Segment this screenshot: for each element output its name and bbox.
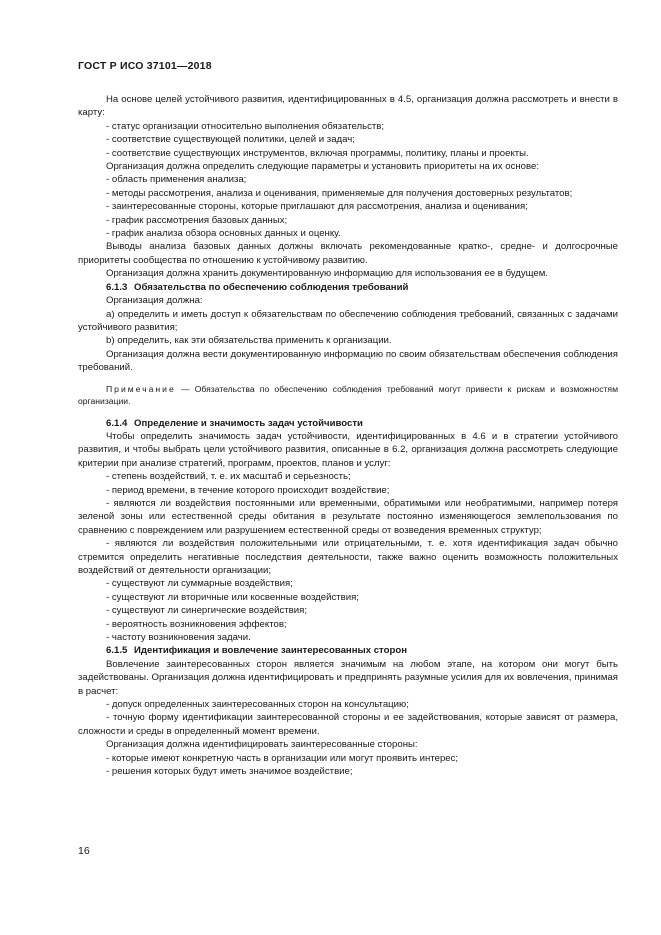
- list-item: - соответствие существующих инструментов, включая программы, политику, планы и проекты.: [106, 147, 529, 159]
- list-item: - степень воздействий, т. е. их масштаб и серьезность;: [106, 471, 351, 483]
- section-title: Идентификация и вовлечение заинтересованных сторон: [134, 645, 407, 657]
- section-heading-6-1-5: [78, 644, 618, 657]
- list-item: - методы рассмотрения, анализа и оценивания, применяемые для получения достоверных результатов;: [106, 187, 573, 199]
- section-title: Определение и значимость задач устойчивости: [134, 417, 363, 429]
- list-item: - точную форму идентификации заинтересованной стороны и ее задействования, которые зависят от размера, сложности и среды в определенный момент времени.: [78, 712, 618, 737]
- section-heading-6-1-3: [78, 281, 618, 294]
- list-item: - являются ли воздействия положительными или отрицательными, т. е. хотя идентификация задач обычно стремится определить негативные последствия деятельности, также важно оценить возможность положительных воздействий от деятельности организации;: [78, 538, 618, 576]
- list-item: - существуют ли вторичные или косвенные воздействия;: [106, 591, 359, 603]
- section-number: 6.1.4: [106, 417, 128, 429]
- list-item: a) определить и иметь доступ к обязательствам по обеспечению соблюдения требований, связанных с задачами устойчивого развития;: [78, 308, 618, 333]
- paragraph: Организация должна идентифицировать заинтересованные стороны:: [106, 739, 418, 751]
- document-body: [78, 93, 618, 779]
- list-item: - являются ли воздействия постоянными или временными, обратимыми или необратимыми, например потеря зеленой зоны или естественной среды обитания в результате постоянно изменяющегося землепользования по сравнению с повреждением или разрушением естественной среды от возведения временных структур;: [78, 497, 618, 536]
- paragraph: Вовлечение заинтересованных сторон является значимым на любом этапе, на котором они могут быть задействованы. Организация должна идентифицировать и предпринять разумные усилия для их вовлечения, принимая в расчет:: [78, 658, 618, 697]
- note: [78, 383, 618, 407]
- list-item: - решения которых будут иметь значимое воздействие;: [106, 766, 353, 778]
- list-item: b) определить, как эти обязательства применить к организации.: [106, 335, 392, 347]
- paragraph: Организация должна вести документированную информацию по своим обязательствам обеспечения соблюдения требований.: [78, 348, 618, 374]
- list-item: - допуск определенных заинтересованных сторон на консультацию;: [106, 699, 409, 711]
- list-item: - вероятность возникновения эффектов;: [106, 618, 287, 630]
- paragraph: Чтобы определить значимость задач устойчивости, идентифицированных в 4.6 и в стратегии устойчивого развития, и чтобы выбрать цели устойчивого развития, описанные в 6.2, организация должна рассмотреть следующие критерии при анализе стратегий, программ, проектов, планов и услуг:: [78, 430, 618, 469]
- note-label: Примечание: [106, 383, 176, 394]
- section-number: 6.1.5: [106, 645, 128, 657]
- list-item: - график рассмотрения базовых данных;: [106, 214, 288, 226]
- section-title: Обязательства по обеспечению соблюдения требований: [134, 281, 409, 293]
- list-item: - которые имеют конкретную часть в организации или могут проявить интерес;: [106, 752, 459, 764]
- list-item: - существуют ли синергические воздействия;: [106, 605, 307, 617]
- page-number: 16: [78, 845, 90, 857]
- note-text: — Обязательства по обеспечению соблюдения требований могут привести к рискам и возможностям организации.: [78, 383, 618, 406]
- paragraph: Выводы анализа базовых данных должны включать рекомендованные кратко-, средне- и долгосрочные приоритеты сообщества по отношению к устойчивому развитию.: [78, 241, 618, 266]
- paragraph: На основе целей устойчивого развития, идентифицированных в 4.5, организация должна рассмотреть и внести в карту:: [78, 94, 618, 119]
- list-item: - соответствие существующей политики, целей и задач;: [106, 134, 355, 146]
- list-item: - заинтересованные стороны, которые приглашают для рассмотрения, анализа и оценивания;: [106, 201, 528, 213]
- list-item: - частоту возникновения задачи.: [106, 632, 251, 644]
- list-item: - период времени, в течение которого происходит воздействие;: [106, 484, 390, 496]
- paragraph: Организация должна хранить документированную информацию для использования ее в будущем.: [106, 268, 549, 280]
- list-item: - статус организации относительно выполнения обязательств;: [106, 120, 385, 132]
- section-number: 6.1.3: [106, 281, 128, 293]
- section-heading-6-1-4: [78, 417, 618, 430]
- list-item: - область применения анализа;: [106, 174, 247, 186]
- paragraph: Организация должна определить следующие параметры и установить приоритеты на их основе:: [106, 161, 539, 173]
- paragraph: Организация должна:: [106, 295, 203, 307]
- list-item: - график анализа обзора основных данных и оценку.: [106, 228, 341, 240]
- list-item: - существуют ли суммарные воздействия;: [106, 578, 293, 590]
- document-header: ГОСТ Р ИСО 37101—2018: [78, 60, 212, 72]
